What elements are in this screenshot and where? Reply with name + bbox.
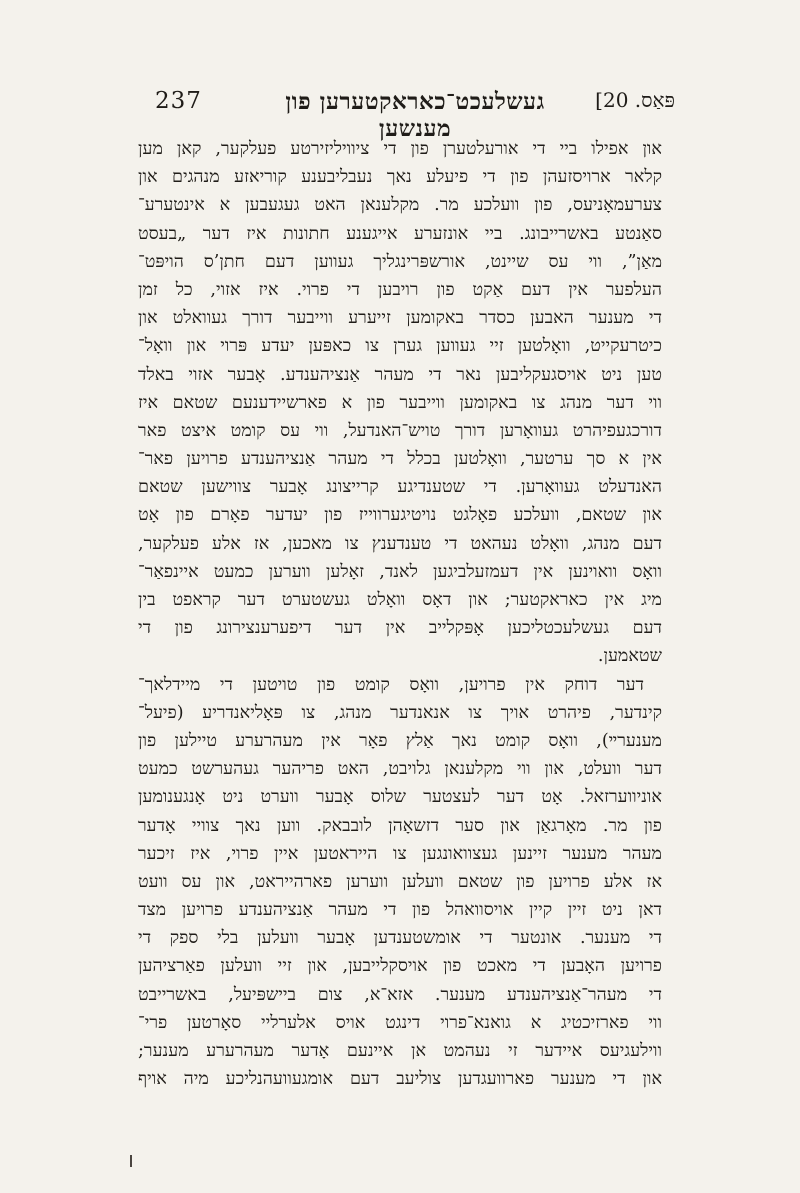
running-title: געשלעכט־כאראקטערען פון מענשען (285, 88, 545, 142)
text-line: קלאר ארויסזעהן פון די פיעלע נאך נעבליבענע קוריאזע מנהגים און (138, 167, 662, 188)
text-line: האנדעלט געוואָרען. די שטענדיגע קרייצונג אָבער צווישען שטאם (138, 477, 662, 498)
print-mark (130, 1155, 132, 1167)
text-line: אז אלע פרויען פון שטאם וועלען ווערען פארהייראט, און עס וועט (138, 871, 662, 892)
text-line: דורכגעפיהרט געוואָרען דורך טויש־האנדעל, ווי עס קומט איצט פאר (138, 420, 662, 441)
chapter-reference: פּאַס. 20] (595, 88, 675, 112)
text-line: פון מר. מאָרגאַן און סער דזשאָהן לובבאק. ווען נאך צוויי אָדער (138, 815, 662, 836)
paragraph-2 (138, 671, 662, 1094)
text-line: און שטאם, וועלכע פאָלגט נויטיגערווייז פון יעדער פאָרם פון אָט (138, 505, 662, 526)
page-header (155, 86, 675, 142)
text-line: קינדער, פיהרט אויך צו אנאנדער מנהג, צו פּאָליאנדריע (פיעל־ (138, 702, 662, 723)
text-line: אוניווערזאל. אָט דער לעצטער שלוס אָבער ווערט ניט אָנגענומען (138, 787, 662, 808)
text-line: ווי דער מנהג צו באקומען ווייבער פון א פארשיידענעם שטאם איז (138, 392, 662, 413)
text-line: דאן ניט זיין קיין אויסוואהל פון די מעהר אַנציהענדע פרויען מצד (138, 900, 662, 921)
text-line: און אפילו ביי די אורעלטערן פון די ציוויליזירטע פעלקער, קאן מען (138, 139, 662, 159)
text-line: און די מענער פארוועגדען צוליעב דעם אומגעוועהנליכע מיה אויף (138, 1069, 662, 1090)
text-line: די מענער האבען כסדר באקומען זייערע ווייבער דורך געוואלט און (138, 308, 662, 329)
text-line: צערעמאָניעס, פון וועלכע מר. מקלענאן האט געגעבען א אינטערע־ (138, 195, 662, 216)
text-line: כיטרעקייט, וואָלטען זיי געווען גערן צו כאפּען יעדע פּרוי און וואָל־ (138, 336, 662, 357)
text-line: אין א סך ערטער, וואָלטען בכלל די מעהר אַנציהענדע פרויען פאר־ (138, 449, 662, 470)
body-text (138, 135, 662, 1093)
text-line: וואָס וואוינען אין דעמזעלביגען לאנד, זאָלען ווערען כמעט איינפאַר־ (138, 561, 662, 582)
text-line: שטאמען. (597, 646, 662, 667)
text-line: די מענער. אונטער די אומשטענדען אָבער וועלען בלי ספק די (138, 928, 662, 949)
text-line: מיג אין כאראקטער; און דאָס וואָלט געשטערט דער קראפט בין (138, 590, 662, 610)
text-line: טען ניט אויסגעקליבען נאר די מעהר אַנציהענדע. אָבער אזוי באלד (138, 364, 662, 385)
text-line: העלפער אין דעם אַקט פון רויבען די פרוי. איז אזוי, כל זמן (138, 279, 662, 300)
text-line: ווי פארזיכטיג א גואנא־פרוי דינגט אויס אלערליי סאָרטען פרי־ (138, 1012, 662, 1033)
text-line: דער וועלט, און ווי מקלענאן גלויבט, האט פריהער געהערשט כמעט (138, 759, 662, 780)
text-line: מענערײ), וואָס קומט נאך אַלץ פאָר אין מעהרערע טיילען פון (138, 730, 662, 751)
page-number: 237 (155, 88, 202, 114)
text-line: דעם מנהג, וואָלט נעהאט די טענדענץ צו מאכען, אז אלע פעלקער, (138, 533, 662, 554)
text-line: פרויען האָבען די מאכט פון אויסקלייבען, און זיי וועלען פאַרציהען (138, 956, 662, 977)
text-line: מעהר מענער זיינען געצוואונגען צו הייראטען איין פרוי, איז זיכער (138, 843, 662, 864)
text-line: דער דוחק אין פרויען, וואָס קומט פון טויטען די מיידלאך־ (138, 674, 644, 695)
text-line: מאַן”, ווי עס שיינט, אורשפּרינגליך געווען דעם חתן’ס הויפּט־ (138, 251, 662, 272)
text-line: דעם געשלעכטליכען אָפּקלייב אין דער דיפערענצירונג פון די (138, 618, 662, 639)
paragraph-1 (138, 135, 662, 671)
text-line: ווילעגיעס איידער זי נעהמט אן איינעם אָדער מעהרערע מענער; (138, 1041, 662, 1061)
text-line: די מעהר־אַנציהענדע מענער. אזא־א, צום ביישפּיעל, באשרייבט (138, 984, 662, 1005)
text-line: סאַנטע באשרייבונג. ביי אונזערע אייגענע חתונות איז דער „בעסט (138, 223, 662, 244)
